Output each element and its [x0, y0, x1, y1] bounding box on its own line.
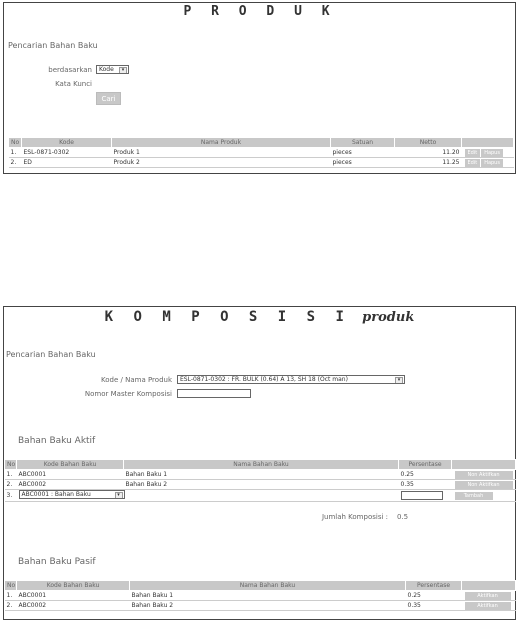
activate-button[interactable]: Aktifkan — [465, 602, 511, 610]
row-kode: ESL-0871-0302 — [22, 148, 112, 158]
table-row — [9, 158, 514, 168]
row-no: 1. — [5, 470, 17, 480]
row-actions — [462, 591, 516, 601]
table-row — [5, 601, 516, 611]
col-kode-bahan: Kode Bahan Baku — [17, 581, 130, 591]
produk-title: P R O D U K — [183, 4, 336, 19]
col-nama-bahan: Nama Bahan Baku — [130, 581, 406, 591]
col-actions — [462, 138, 514, 148]
row-no: 1. — [9, 148, 22, 158]
search-by-label: berdasarkan — [48, 66, 92, 74]
row-no: 2. — [9, 158, 22, 168]
kode-produk-select[interactable] — [177, 375, 405, 384]
row-no: 2. — [5, 601, 17, 611]
row-kode: ED — [22, 158, 112, 168]
row-kode: ABC0002 — [17, 480, 124, 490]
komposisi-subtitle: produk — [362, 310, 415, 325]
table-row — [5, 470, 516, 480]
nomor-master-label: Nomor Master Komposisi — [84, 390, 172, 398]
col-kode: Kode — [22, 138, 112, 148]
delete-button[interactable]: Hapus — [481, 159, 503, 167]
edit-button[interactable]: Edit — [465, 149, 481, 157]
col-persentase: Persentase — [406, 581, 462, 591]
row-actions — [452, 470, 516, 480]
row-netto: 11.20 — [395, 148, 462, 158]
new-row-select-cell — [17, 490, 399, 502]
row-persen: 0.25 — [399, 470, 452, 480]
komposisi-title-wrap — [4, 309, 515, 325]
produk-panel — [3, 2, 516, 174]
row-nama: Produk 2 — [112, 158, 331, 168]
komposisi-title: K O M P O S I S I — [104, 309, 350, 325]
komposisi-section-title: Pencarian Bahan Baku — [6, 350, 96, 359]
row-no: 3. — [5, 490, 17, 502]
row-nama: Bahan Baku 1 — [124, 470, 399, 480]
produk-section-title: Pencarian Bahan Baku — [8, 41, 98, 50]
pasif-table-header — [5, 581, 516, 591]
new-row — [5, 490, 516, 502]
row-nama: Bahan Baku 2 — [124, 480, 399, 490]
kode-produk-value: ESL-0871-0302 : FR. BULK (0.64) A 13, SH 18 (Oct man) — [180, 376, 348, 383]
add-button[interactable]: Tambah — [455, 492, 493, 500]
komposisi-panel — [3, 306, 516, 620]
bahan-baku-select[interactable] — [19, 490, 125, 499]
chevron-down-icon: ▾ — [115, 492, 123, 499]
col-nama-bahan: Nama Bahan Baku — [124, 460, 399, 470]
bahan-baku-select-value: ABC0001 : Bahan Baku — [21, 491, 91, 498]
row-nama: Bahan Baku 2 — [130, 601, 406, 611]
row-persen: 0.25 — [406, 591, 462, 601]
total-komposisi-value: 0.5 — [397, 513, 409, 521]
aktif-table — [4, 459, 516, 502]
row-persen: 0.35 — [406, 601, 462, 611]
col-nama-produk: Nama Produk — [112, 138, 331, 148]
keyword-label: Kata Kunci — [55, 80, 92, 88]
edit-button[interactable]: Edit — [465, 159, 481, 167]
col-persentase: Persentase — [399, 460, 452, 470]
chevron-down-icon: ▾ — [395, 377, 403, 384]
row-kode: ABC0001 — [17, 591, 130, 601]
pasif-table — [4, 580, 516, 611]
col-no: No — [9, 138, 22, 148]
delete-button[interactable]: Hapus — [481, 149, 503, 157]
row-satuan: pieces — [331, 158, 395, 168]
row-nama: Bahan Baku 1 — [130, 591, 406, 601]
row-satuan: pieces — [331, 148, 395, 158]
col-actions — [462, 581, 516, 591]
col-no: No — [5, 460, 17, 470]
row-actions — [462, 601, 516, 611]
aktif-heading: Bahan Baku Aktif — [18, 436, 96, 446]
nomor-master-input[interactable] — [177, 389, 251, 398]
row-actions — [462, 158, 514, 168]
table-row — [9, 148, 514, 158]
row-kode: ABC0001 — [17, 470, 124, 480]
table-row — [5, 591, 516, 601]
activate-button[interactable]: Aktifkan — [465, 592, 511, 600]
row-persen: 0.35 — [399, 480, 452, 490]
persen-input-cell — [399, 490, 452, 502]
row-no: 2. — [5, 480, 17, 490]
produk-table — [8, 137, 514, 168]
deactivate-button[interactable]: Non Aktifkan — [455, 481, 513, 489]
search-by-value: Kode — [99, 66, 114, 73]
col-actions — [452, 460, 516, 470]
chevron-down-icon: ▾ — [119, 67, 127, 74]
kode-produk-label: Kode / Nama Produk — [101, 376, 172, 384]
aktif-table-header — [5, 460, 516, 470]
row-actions — [452, 490, 516, 502]
persentase-input[interactable] — [401, 491, 443, 500]
col-netto: Netto — [395, 138, 462, 148]
row-no: 1. — [5, 591, 17, 601]
col-kode-bahan: Kode Bahan Baku — [17, 460, 124, 470]
col-no: No — [5, 581, 17, 591]
search-button[interactable]: Cari — [96, 92, 121, 105]
produk-table-header — [9, 138, 514, 148]
row-actions — [452, 480, 516, 490]
row-kode: ABC0002 — [17, 601, 130, 611]
row-nama: Produk 1 — [112, 148, 331, 158]
total-komposisi-label: Jumlah Komposisi : — [321, 513, 388, 521]
table-row — [5, 480, 516, 490]
col-satuan: Satuan — [331, 138, 395, 148]
row-actions — [462, 148, 514, 158]
deactivate-button[interactable]: Non Aktifkan — [455, 471, 513, 479]
pasif-heading: Bahan Baku Pasif — [18, 557, 96, 567]
row-netto: 11.25 — [395, 158, 462, 168]
search-by-select[interactable] — [96, 65, 129, 74]
